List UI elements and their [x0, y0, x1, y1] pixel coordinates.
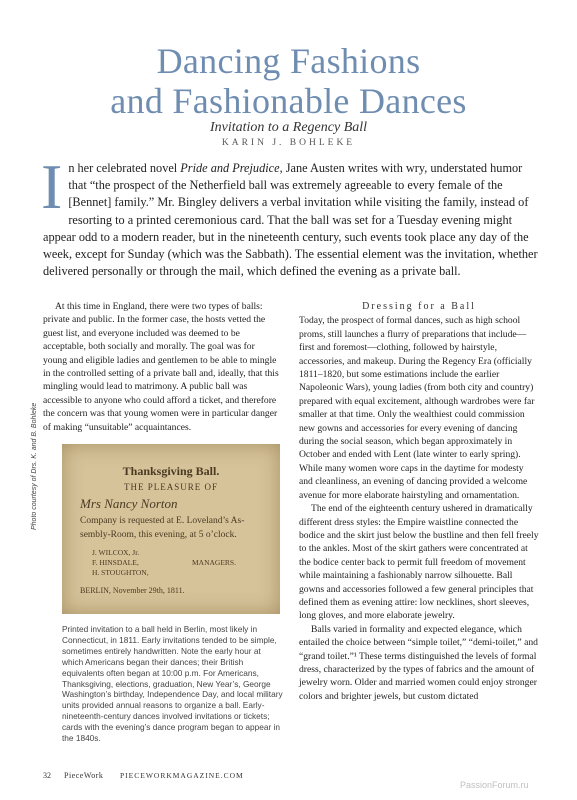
- invitation-line-4: Company is requested at E. Loveland’s As-: [80, 516, 245, 526]
- invitation-managers-list: [92, 548, 149, 578]
- right-paragraph-2: The end of the eighteenth century ushered in dramatically different dress styles: the Empire waistline connected the bodice and the skirt just below the bustline and then fell freely to the ankles. Most of the skirt gathers were concentrated at the bodice center back to permit full freedom of movement while maintaining a fashionably narrow silhouette. Ball gowns and accessories followed a few general principles that defined them as evening attire: low necklines, short sleeves, long gloves, and more elaborate jewelry.: [299, 503, 539, 622]
- intro-book-title: Pride and Prejudice: [180, 161, 280, 175]
- manager-name: H. STOUGHTON,: [92, 568, 149, 577]
- article-title-line-2: and Fashionable Dances: [110, 81, 467, 121]
- magazine-url: PIECEWORKMAGAZINE.COM: [120, 771, 244, 780]
- invitation-guest-name: Mrs Nancy Norton: [80, 496, 178, 511]
- invitation-line-5: sembly-Room, this evening, at 5 o’clock.: [80, 530, 237, 540]
- invitation-managers-label: MANAGERS.: [192, 558, 236, 567]
- invitation-heading: Thanksgiving Ball.: [122, 464, 220, 478]
- manager-name: J. WILCOX, Jr.: [92, 548, 140, 557]
- article-subtitle: Invitation to a Regency Ball: [209, 120, 368, 135]
- left-column: [43, 300, 281, 434]
- left-column-paragraph: At this time in England, there were two types of balls: private and public. In the former case, the hosts vetted the guest list, and everyone included was deemed to be acceptable, both socially and morally. The goal was for young and eligible ladies and gentlemen to be able to mingle in the controlled setting of a private ball and, ideally, that this mingling would lead to matrimony. A public ball was accessible to anyone who could afford a ticket, and therefore the concern was that young women were in particular danger of making “unsuitable” acquaintances.: [43, 301, 279, 433]
- page-number: 32: [43, 771, 51, 780]
- photo-credit: Photo courtesy of Drs. K. and B. Bohleke: [31, 402, 38, 530]
- invitation-date: BERLIN, November 29th, 1811.: [80, 586, 185, 595]
- right-paragraph-3: Balls varied in formality and expected elegance, which entailed the choice between “simple toilet,” “demi-toilet,” and “grand toilet.”¹ These terms distinguished the levels of formal dress, characterized by the types of fabrics and the amount of jewelry worn. Older and married women could enjoy stronger colors and brighter jewels, but custom dictated: [299, 623, 538, 702]
- invitation-image: [62, 444, 280, 614]
- watermark: PassionForum.ru: [460, 780, 529, 790]
- author-byline: KARIN J. BOHLEKE: [221, 138, 356, 148]
- right-paragraph-1: Today, the prospect of formal dances, such as high school proms, still launches a flurry of preparations that include—first and foremost—clothing, followed by hairstyle, accessories, and makeup. During the Regency Era (officially 1811–1820, but some estimations include the earlier Napoleonic Wars), young ladies (from both city and country) prepared with equal excitement, although wardrobes were far smaller at that time. Only the wealthiest could commission new gowns and accessories for every evening of dancing during the social season, which began approximately in October and ended with Lent (late winter to early spring). While many women wore caps in the daytime for modesty and cleanliness, an evening of dancing provided a welcome avenue for more elaborate hairstyling and ornamentation.: [299, 315, 535, 501]
- intro-paragraph: [41, 151, 543, 280]
- article-title-line-1: Dancing Fashions: [156, 41, 421, 81]
- section-heading: Dressing for a Ball: [362, 301, 476, 312]
- drop-cap: I: [41, 151, 63, 222]
- manager-name: F. HINSDALE,: [92, 558, 139, 567]
- figure-caption: Printed invitation to a ball held in Berlin, most likely in Connecticut, in 1811. Early invitations tended to be simple, sometimes entirely handwritten. Note the early hour at which Americans began their dances; their British equivalents often began at 10:00 p.m. For Americans, Thanksgiving, elections, graduation, New Year’s, George Washington’s birthday, Independence Day, and local military units provided annual reasons to organize a ball. Early-nineteenth-century dances involved invitations or tickets; cards with the evening’s dance program began to appear in the 1840s.: [62, 624, 283, 744]
- intro-text-start: n her celebrated novel: [68, 161, 181, 175]
- intro-text-end: , Jane Austen writes with wry, understated humor that “the prospect of the Netherfield ball was extremely agreeable to every female of the [Bennet] family.” Mr. Bingley delivers a verbal invitation while visiting the family, instead of resorting to a printed ceremonious card. That the ball was set for a Tuesday evening might appear odd to a modern reader, but in the nineteenth century, such events took place any day of the week, except for Sunday (which was the Sabbath). The essential element was the invitation, whether delivered personally or through the mail, which defined the evening as a private ball.: [43, 161, 538, 279]
- magazine-name: PieceWork: [64, 771, 104, 780]
- invitation-pleasure: THE PLEASURE OF: [123, 482, 218, 492]
- right-column: [299, 300, 539, 703]
